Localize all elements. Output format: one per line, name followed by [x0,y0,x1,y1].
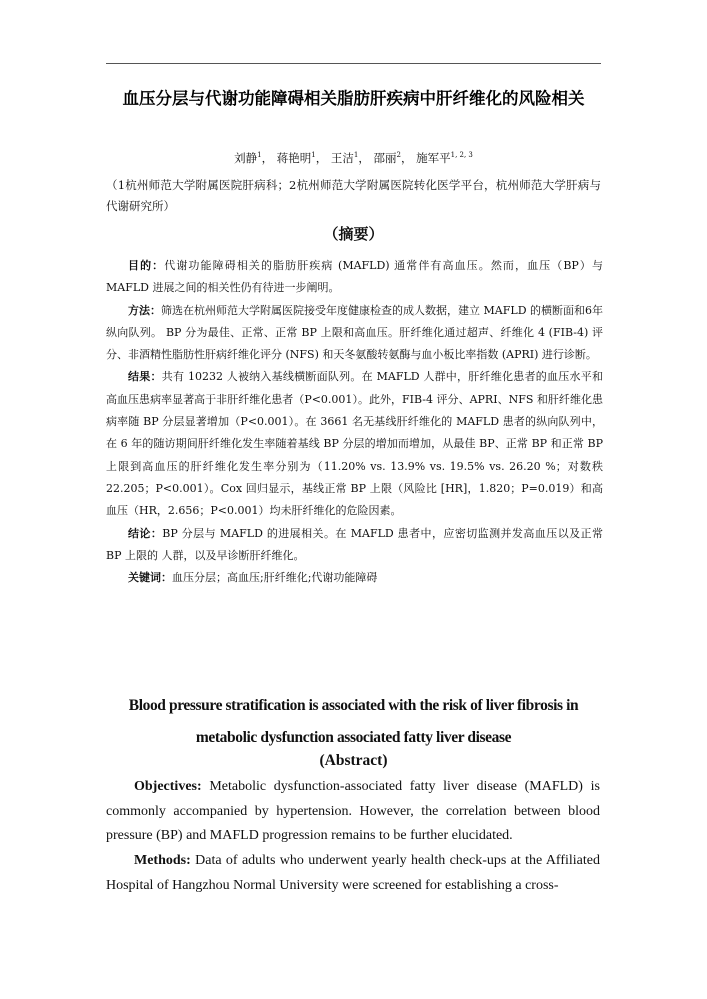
chinese-abstract-heading: （摘要） [323,225,384,243]
chinese-title: 血压分层与代谢功能障碍相关脂肪肝疾病中肝纤维化的风险相关 [122,89,585,108]
english-abstract-heading: (Abstract) [319,752,388,769]
author: 王洁$^1$ [330,151,359,165]
english-title: Blood pressure stratification is associated with the risk of liver fibrosis in metabolic dysfunction associated fatty liver disease [128,697,579,746]
header-rule [106,63,601,64]
english-abstract [106,775,600,899]
chinese-abstract [106,255,603,589]
objective-paragraph: 目的：代谢功能障碍相关的脂肪肝疾病 (MAFLD) 通常伴有高血压。然而，血压（BP）与 MAFLD 进展之间的相关性仍有待进一步阐明。 [106,259,604,295]
author: 邵丽$^2$ [373,151,401,165]
objectives-paragraph: Objectives: Metabolic dysfunction-associated fatty liver disease (MAFLD) is commonly accompanied by hypertension. However, the correlation between blood pressure (BP) and MAFLD progression remains to be further elucidated. [106,779,600,844]
affiliations: （1杭州师范大学附属医院肝病科；2杭州师范大学附属医院转化医学平台，杭州师范大学肝病与代谢研究所） [106,178,601,213]
results-paragraph: 结果：共有 10232 人被纳入基线横断面队列。在 MAFLD 人群中，肝纤维化患者的血压水平和高血压患病率显著高于非肝纤维化患者（P<0.001）。此外，FIB-4 评分、APRI、NFS 和肝纤维化患病率随 BP 分层显著增加（P<0.001）。在 3661 名无基线肝纤维化的 MAFLD 患者的纵向队列中，在 6 年的随访期间肝纤维化发生率随着基线 BP 分层的增加而增加，从最佳 BP、正常 BP 和正常 BP 上限到高血压的肝纤维化发生率分别为（11.20% vs. 13.9% vs. 19.5% vs. 26.20 %；对数秩 22.205；P<0.001）。Cox 回归显示，基线正常 BP 上限（风险比 [HR]，1.820；P=0.019）和高血压（HR，2.656；P<0.001）均未肝纤维化的危险因素。 [106,370,603,518]
keywords-paragraph: 关键词：血压分层；高血压;肝纤维化;代谢功能障碍 [128,571,378,585]
author-list: 刘静$^1$， 蒋艳明$^1$， 王洁$^1$， 邵丽$^2$， 施军平$^{1, 2, 3}$ [234,151,473,165]
conclusion-paragraph: 结论：BP 分层与 MAFLD 的进展相关。在 MAFLD 患者中，应密切监测并发高血压以及正常 BP 上限的 人群，以及早诊断肝纤维化。 [106,526,603,562]
methods-paragraph: Methods: Data of adults who underwent yearly health check-ups at the Affiliated Hospital of Hangzhou Normal University were screened for establishing a cross- [106,853,600,893]
author: 施军平$^{1, 2, 3}$ [416,151,473,165]
methods-paragraph: 方法：筛选在杭州师范大学附属医院接受年度健康检查的成人数据，建立 MAFLD 的横断面和6年纵向队列。 BP 分为最佳、正常、正常 BP 上限和高血压。肝纤维化通过超声、纤维化 4 (FIB-4) 评分、非酒精性脂肪性肝病纤维化评分 (NFS) 和天冬氨酸转氨酶与血小板比率指数 (APRI) 进行诊断。 [106,303,604,362]
author: 蒋艳明$^1$ [276,151,316,165]
author: 刘静$^1$ [234,151,262,165]
